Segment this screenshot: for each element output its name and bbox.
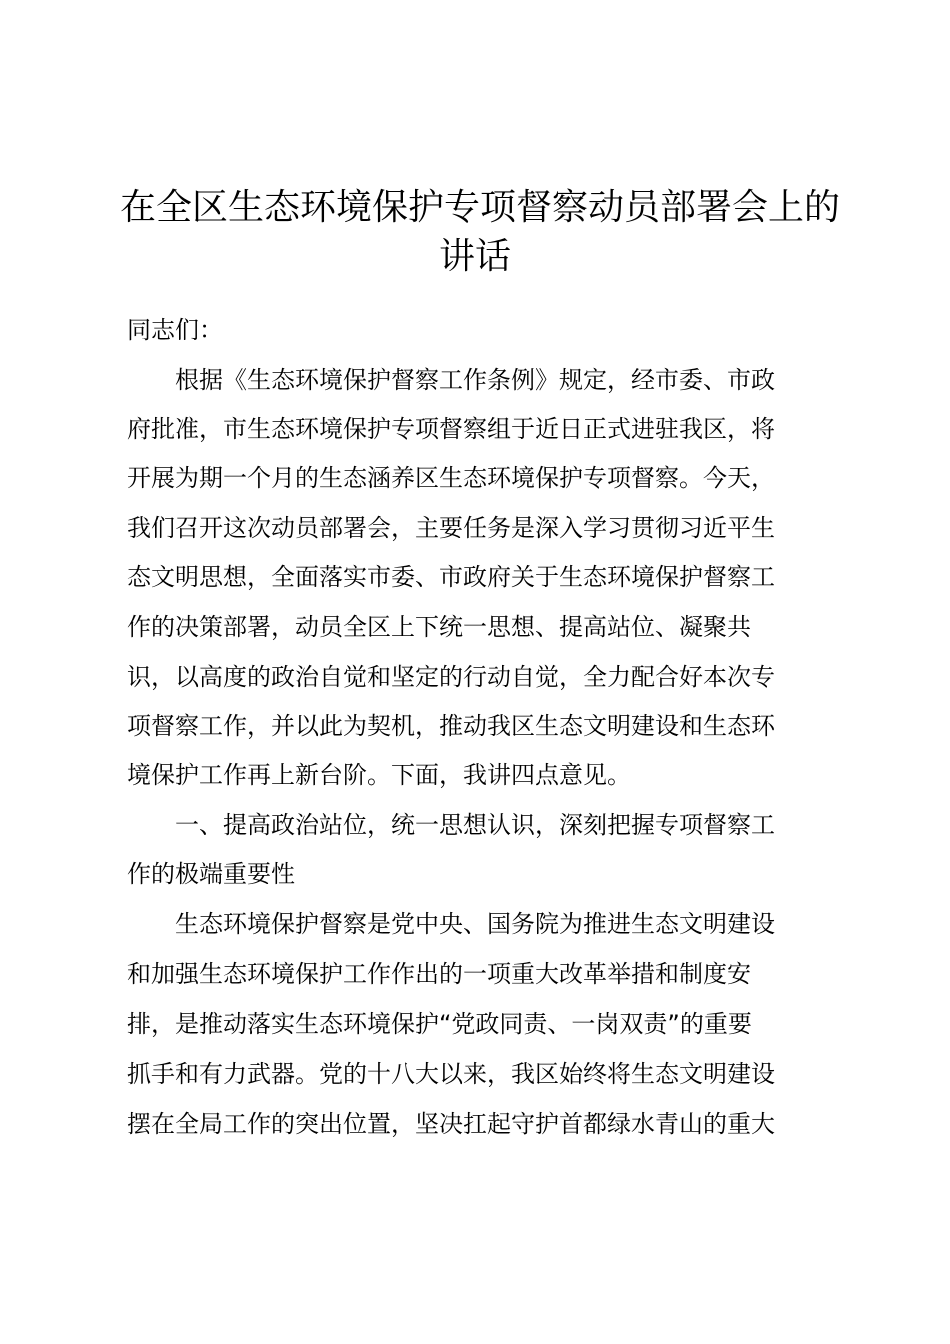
body-line: 抓手和有力武器。党的十八大以来，我区始终将生态文明建设 — [127, 1060, 775, 1088]
body-line: 府批准，市生态环境保护专项督察组于近日正式进驻我区，将 — [127, 415, 775, 443]
body-line: 我们召开这次动员部署会，主要任务是深入学习贯彻习近平生 — [127, 514, 775, 542]
salutation: 同志们： — [127, 316, 223, 344]
section-heading-line: 作的极端重要性 — [127, 860, 295, 888]
body-line: 态文明思想，全面落实市委、市政府关于生态环境保护督察工 — [127, 563, 775, 591]
document-title-line-1: 在全区生态环境保护专项督察动员部署会上的 — [120, 187, 841, 228]
section-heading-line: 一、提高政治站位，统一思想认识，深刻把握专项督察工 — [127, 811, 775, 839]
body-line: 项督察工作，并以此为契机，推动我区生态文明建设和生态环 — [127, 712, 775, 740]
body-line: 生态环境保护督察是党中央、国务院为推进生态文明建设 — [127, 910, 775, 938]
body-line: 识，以高度的政治自觉和坚定的行动自觉，全力配合好本次专 — [127, 663, 775, 691]
body-line: 和加强生态环境保护工作作出的一项重大改革举措和制度安 — [127, 960, 751, 988]
body-line: 排，是推动落实生态环境保护“党政同责、一岗双责”的重要 — [127, 1010, 752, 1038]
body-line: 开展为期一个月的生态涵养区生态环境保护专项督察。今天， — [127, 464, 775, 492]
body-line: 摆在全局工作的突出位置，坚决扛起守护首都绿水青山的重大 — [127, 1110, 775, 1138]
document-title-line-2: 讲话 — [438, 236, 511, 277]
body-line: 根据《生态环境保护督察工作条例》规定，经市委、市政 — [127, 366, 775, 394]
body-line: 境保护工作再上新台阶。下面，我讲四点意见。 — [127, 761, 631, 789]
body-line: 作的决策部署，动员全区上下统一思想、提高站位、凝聚共 — [127, 613, 751, 641]
